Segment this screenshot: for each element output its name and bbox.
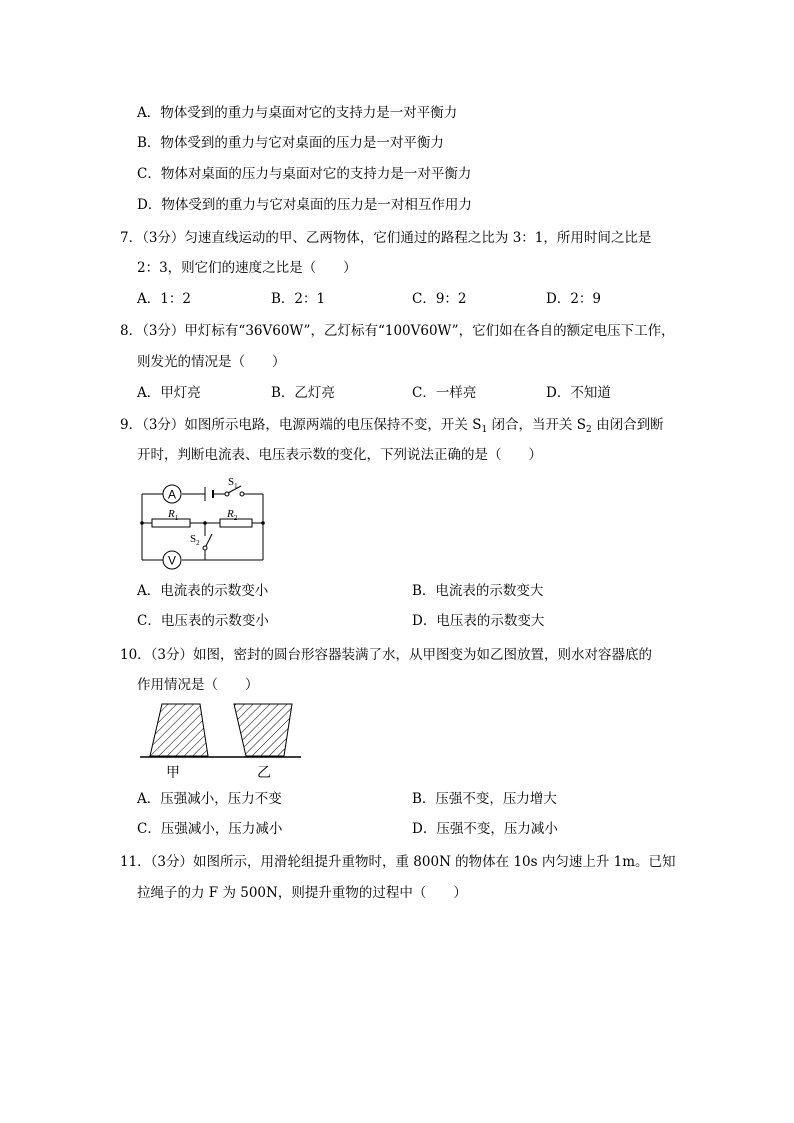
q9-option-a[interactable]: A．电流表的示数变小 bbox=[137, 583, 269, 599]
q8-option-a[interactable]: A．甲灯亮 bbox=[137, 385, 201, 401]
voltmeter-symbol bbox=[163, 551, 181, 569]
circuit-diagram bbox=[130, 472, 270, 572]
q9-stem-line2: 开时，判断电流表、电压表示数的变化，下列说法正确的是（ ） bbox=[137, 447, 542, 463]
q11-stem-line2: 拉绳子的力 F 为 500N，则提升重物的过程中（ ） bbox=[137, 885, 467, 901]
q7-option-d[interactable]: D．2：9 bbox=[546, 291, 602, 307]
q10-stem-line1: 10．（3分）如图，密封的圆台形容器装满了水，从甲图变为如乙图放置，则水对容器底的 bbox=[120, 647, 653, 663]
q6-option-c[interactable]: C．物体对桌面的压力与桌面对它的支持力是一对平衡力 bbox=[137, 166, 472, 182]
q7-option-b[interactable]: B．2：1 bbox=[271, 291, 326, 307]
q9-option-d[interactable]: D．电压表的示数变大 bbox=[412, 613, 545, 629]
fig-label-yi: 乙 bbox=[257, 765, 271, 781]
q8-stem-line2: 则发光的情况是（ ） bbox=[137, 354, 286, 370]
switch-s2 bbox=[203, 534, 212, 550]
q10-option-b[interactable]: B．压强不变，压力增大 bbox=[412, 791, 557, 807]
q10-option-c[interactable]: C．压强减小，压力减小 bbox=[137, 821, 283, 837]
fig-label-jia: 甲 bbox=[166, 765, 180, 781]
q9-stem-line1: 9．（3分）如图所示电路，电源两端的电压保持不变，开关 $S_1$ 闭合，当开关 $S_2$ 由闭合到断 bbox=[120, 417, 664, 435]
q6-option-d[interactable]: D．物体受到的重力与它对桌面的压力是一对相互作用力 bbox=[137, 197, 472, 213]
q8-option-d[interactable]: D．不知道 bbox=[546, 385, 611, 401]
q8-option-c[interactable]: C．一样亮 bbox=[412, 385, 477, 401]
q7-stem-line2: 2：3，则它们的速度之比是（ ） bbox=[137, 260, 357, 276]
battery-symbol bbox=[205, 487, 213, 501]
q10-option-d[interactable]: D．压强不变，压力减小 bbox=[412, 821, 558, 837]
svg-text:R2: $R_2$ bbox=[227, 508, 238, 522]
svg-text:S2: $S_2$ bbox=[190, 533, 200, 547]
q11-stem-line1: 11．（3分）如图所示，用滑轮组提升重物时，重 800N 的物体在 10s 内匀速上升 1m。已知 bbox=[120, 854, 676, 870]
q6-option-b[interactable]: B．物体受到的重力与它对桌面的压力是一对平衡力 bbox=[137, 135, 444, 151]
container-jia bbox=[150, 704, 208, 756]
q9-option-b[interactable]: B．电流表的示数变大 bbox=[412, 583, 544, 599]
container-diagram bbox=[138, 700, 303, 764]
q7-stem-line1: 7．（3分）匀速直线运动的甲、乙两物体，它们通过的路程之比为 3：1，所用时间之比是 bbox=[120, 230, 652, 246]
q7-option-a[interactable]: A．1：2 bbox=[137, 291, 191, 307]
svg-text:V: V bbox=[167, 553, 177, 568]
q10-stem-line2: 作用情况是（ ） bbox=[137, 677, 259, 693]
q8-stem-line1: 8．（3分）甲灯标有“36V60W”，乙灯标有“100V60W”，它们如在各自的额定电压下工作， bbox=[120, 323, 675, 339]
q9-option-c[interactable]: C．电压表的示数变小 bbox=[137, 613, 269, 629]
ammeter-symbol bbox=[163, 485, 181, 503]
q7-option-c[interactable]: C．9：2 bbox=[412, 291, 467, 307]
svg-text:S1: $S_1$ bbox=[228, 476, 238, 490]
q8-option-b[interactable]: B．乙灯亮 bbox=[271, 385, 335, 401]
svg-text:R1: $R_1$ bbox=[168, 508, 179, 522]
resistor-r1 bbox=[152, 519, 190, 527]
svg-text:A: A bbox=[167, 487, 177, 502]
container-yi bbox=[234, 704, 292, 756]
q6-option-a[interactable]: A．物体受到的重力与桌面对它的支持力是一对平衡力 bbox=[137, 105, 458, 121]
q10-option-a[interactable]: A．压强减小，压力不变 bbox=[137, 791, 282, 807]
